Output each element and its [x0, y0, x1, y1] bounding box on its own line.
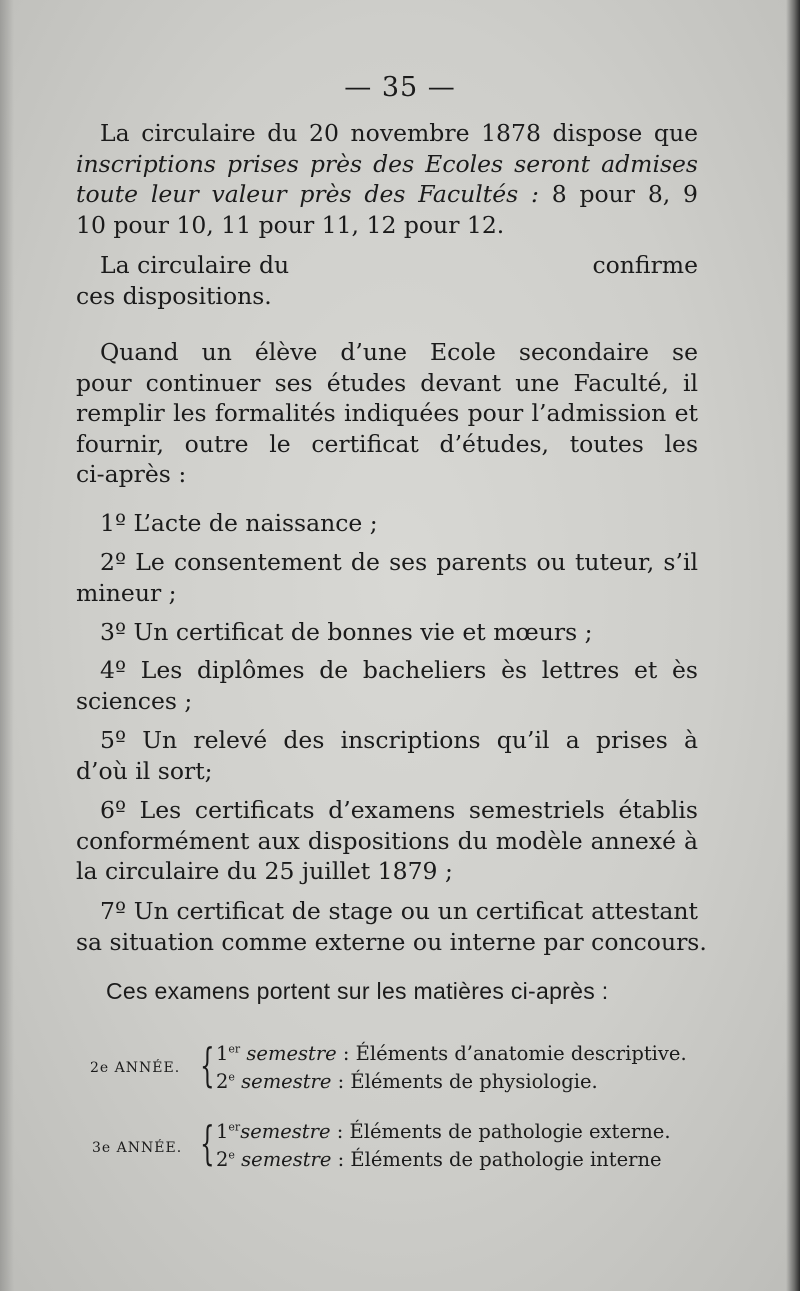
subject-text: : Éléments d’anatomie descriptive.: [336, 1042, 687, 1065]
text-span: confirme: [592, 251, 698, 279]
text-line: 4º Les diplômes de bacheliers ès lettres et ès: [100, 656, 698, 684]
text-span: e: [228, 1070, 235, 1084]
year-3-block: [80, 1118, 700, 1178]
italic-span: inscriptions prises près des Ecoles seront admises: [76, 149, 698, 178]
text-line: [76, 250, 698, 281]
list-item-4: [76, 655, 698, 716]
text-span: 8 pour 8, 9: [551, 180, 698, 208]
paragraph-circulaire-blank: [76, 250, 698, 311]
text-line: sa situation comme externe ou interne par concours.: [76, 927, 707, 956]
year-label: 3e ANNÉE.: [92, 1140, 183, 1156]
exam-heading: Ces examens portent sur les matières ci-après :: [106, 978, 609, 1004]
subject-text: : Éléments de physiologie.: [331, 1070, 598, 1093]
text-line: 7º Un certificat de stage ou un certificat attestant: [100, 897, 698, 925]
paragraph-circulaire-1878: [76, 118, 698, 240]
semester-line: [216, 1042, 687, 1065]
italic-span: semestre: [240, 1120, 331, 1143]
text-line: sciences ;: [76, 686, 193, 715]
brace-icon: {: [200, 1038, 215, 1092]
text-span: 2: [216, 1070, 229, 1093]
list-item-7: [76, 896, 707, 957]
text-span: 2: [216, 1148, 229, 1171]
text-line: 1º L’acte de naissance ;: [100, 509, 378, 537]
year-2-block: [80, 1040, 700, 1100]
list-item-5: [76, 725, 698, 786]
text-line: ces dispositions.: [76, 281, 272, 310]
list-item-2: [76, 547, 698, 608]
text-line: [76, 118, 698, 149]
text-line: 6º Les certificats d’examens semestriels établis: [100, 796, 698, 824]
subject-text: : Éléments de pathologie externe.: [330, 1120, 671, 1143]
italic-span: semestre: [241, 1070, 332, 1093]
text-span: 1: [216, 1042, 229, 1065]
text-line: la circulaire du 25 juillet 1879 ;: [76, 857, 453, 885]
text-line: [76, 149, 698, 180]
subject-text: : Éléments de pathologie interne: [331, 1148, 662, 1171]
text-span: e: [228, 1148, 235, 1162]
text-span: La circulaire du 20 novembre 1878 dispose que: [100, 119, 698, 147]
italic-span: semestre: [241, 1148, 332, 1171]
text-span: er: [228, 1120, 241, 1134]
text-line: d’où il sort;: [76, 756, 213, 785]
list-item-1: [76, 508, 698, 539]
text-line: [76, 179, 698, 210]
text-line: pour continuer ses études devant une Faculté, il: [76, 368, 698, 397]
italic-span: semestre: [246, 1042, 337, 1065]
italic-span: toute leur valeur près des Facultés :: [76, 180, 539, 208]
text-line: conformément aux dispositions du modèle annexé à: [76, 826, 698, 855]
text-span: er: [228, 1042, 241, 1056]
year-label: 2e ANNÉE.: [90, 1060, 181, 1076]
list-item-6: [76, 795, 698, 887]
text-line: 3º Un certificat de bonnes vie et mœurs ;: [100, 618, 593, 646]
semester-line: [216, 1070, 598, 1093]
text-span: La circulaire du: [100, 251, 290, 279]
text-line: ci-après :: [76, 460, 187, 488]
text-line: 5º Un relevé des inscriptions qu’il a prises à: [100, 726, 698, 754]
text-line: 2º Le consentement de ses parents ou tuteur, s’il: [100, 548, 698, 576]
text-line: fournir, outre le certificat d’études, toutes les: [76, 429, 698, 458]
list-item-3: [76, 617, 698, 648]
semester-line: [216, 1120, 671, 1143]
text-line: 10 pour 10, 11 pour 11, 12 pour 12.: [76, 210, 505, 239]
page-right-shadow: [786, 0, 800, 1291]
brace-icon: {: [200, 1116, 215, 1170]
text-span: 1: [216, 1120, 229, 1143]
text-line: Quand un élève d’une Ecole secondaire se: [100, 338, 698, 366]
page-left-shadow: [0, 0, 14, 1291]
text-line: mineur ;: [76, 578, 177, 607]
text-line: remplir les formalités indiquées pour l’admission et: [76, 399, 698, 427]
semester-line: [216, 1148, 662, 1171]
paragraph-eleve-secondaire: [76, 337, 698, 490]
page-number: — 35 —: [344, 72, 456, 103]
